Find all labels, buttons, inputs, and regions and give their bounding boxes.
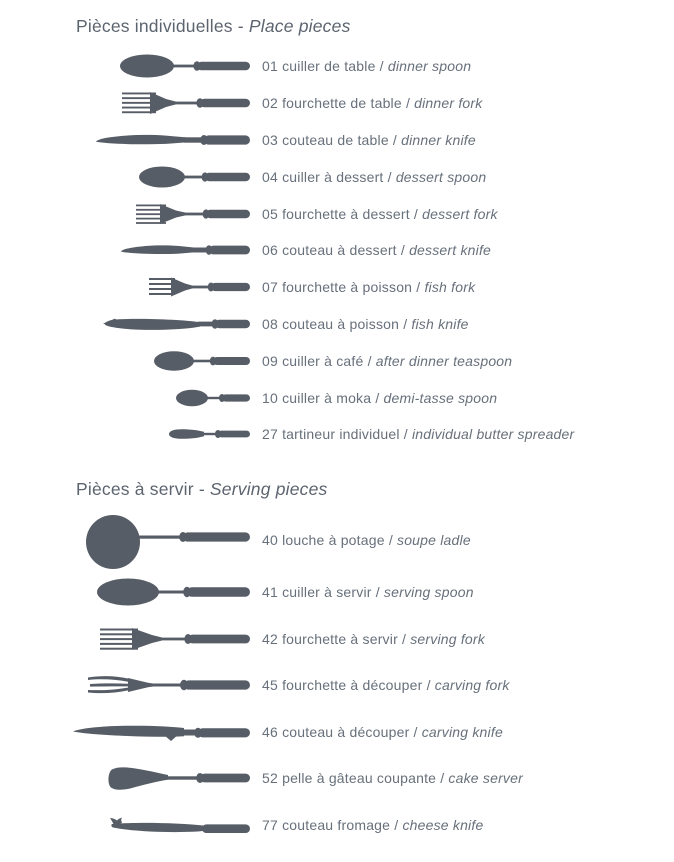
silhouette-cell xyxy=(0,509,250,571)
cutlery-item-row xyxy=(0,615,674,662)
item-separator: / xyxy=(413,205,419,222)
item-code: 07 xyxy=(262,279,278,296)
section-title-en: Serving pieces xyxy=(209,478,328,499)
item-code: 09 xyxy=(262,352,278,369)
section-title-separator: - xyxy=(232,16,249,36)
item-code: 27 xyxy=(262,426,278,443)
item-name-fr: couteau à poisson xyxy=(282,315,400,332)
silhouette-cell xyxy=(0,125,250,155)
cutlery-item-row xyxy=(0,158,674,195)
silhouette-cell xyxy=(0,199,250,229)
item-name-en: dessert knife xyxy=(409,242,492,259)
item-name-en: dinner spoon xyxy=(387,58,472,75)
dinner-spoon-icon xyxy=(120,51,250,81)
item-name-en: cheese knife xyxy=(402,816,484,833)
item-separator: / xyxy=(387,168,392,185)
cutlery-item-row xyxy=(0,755,674,802)
cutlery-item-row xyxy=(0,416,674,453)
item-label xyxy=(262,205,498,223)
item-label xyxy=(262,57,471,75)
item-label xyxy=(262,241,491,259)
item-name-en: after dinner teaspoon xyxy=(375,352,513,369)
item-label xyxy=(262,630,485,648)
item-separator: / xyxy=(394,816,399,833)
silhouette-cell xyxy=(0,235,250,265)
item-label xyxy=(262,723,503,741)
section-title-separator: - xyxy=(193,478,210,499)
item-separator: / xyxy=(379,58,384,75)
item-label xyxy=(262,315,469,333)
cutlery-item-row xyxy=(0,195,674,232)
item-label xyxy=(262,816,483,834)
silhouette-cell xyxy=(0,162,250,192)
item-name-en: serving fork xyxy=(410,630,485,647)
cake-server-icon xyxy=(105,761,250,795)
item-separator: / xyxy=(375,584,380,601)
item-code: 03 xyxy=(262,131,278,148)
silhouette-cell xyxy=(0,51,250,81)
item-separator: / xyxy=(400,242,405,259)
item-code: 77 xyxy=(262,816,278,833)
item-code: 05 xyxy=(262,205,278,222)
dinner-knife-icon xyxy=(94,125,250,155)
item-code: 52 xyxy=(262,770,278,787)
silhouette-cell xyxy=(0,624,250,654)
item-name-en: fish knife xyxy=(411,315,469,332)
item-code: 42 xyxy=(262,630,278,647)
item-separator: / xyxy=(413,723,418,740)
item-code: 10 xyxy=(262,389,278,406)
silhouette-cell xyxy=(0,670,250,700)
item-label xyxy=(262,769,523,787)
item-code: 41 xyxy=(262,584,278,601)
section-title-fr: Pièces individuelles xyxy=(76,16,233,36)
cutlery-item-row xyxy=(0,708,674,755)
item-name-fr: cuiller de table xyxy=(282,58,376,75)
carving-fork-icon xyxy=(88,670,250,700)
item-code: 02 xyxy=(262,95,278,112)
item-separator: / xyxy=(426,677,431,694)
item-name-fr: cuiller à café xyxy=(282,352,364,369)
cutlery-item-row xyxy=(0,379,674,416)
item-label xyxy=(262,583,474,601)
serving-spoon-icon xyxy=(97,576,250,608)
item-separator: / xyxy=(402,630,407,647)
dessert-knife-icon xyxy=(119,235,250,265)
item-separator: / xyxy=(392,131,397,148)
cutlery-item-row xyxy=(0,269,674,306)
item-name-en: serving spoon xyxy=(383,584,474,601)
item-name-fr: couteau de table xyxy=(282,131,389,148)
silhouette-cell xyxy=(0,576,250,608)
item-label xyxy=(262,676,510,694)
item-name-fr: fourchette à poisson xyxy=(282,279,413,296)
item-name-fr: pelle à gâteau coupante xyxy=(282,770,437,787)
butter-spreader-icon xyxy=(166,421,250,447)
carving-knife-icon xyxy=(70,718,250,746)
item-name-en: soupe ladle xyxy=(397,531,471,548)
cutlery-item-row xyxy=(0,801,674,848)
item-code: 08 xyxy=(262,315,278,332)
dessert-fork-icon xyxy=(136,199,250,229)
item-name-fr: couteau fromage xyxy=(282,816,391,833)
cutlery-item-row xyxy=(0,511,674,569)
soup-ladle-icon xyxy=(85,509,250,571)
item-name-fr: fourchette de table xyxy=(282,95,402,112)
cutlery-item-row xyxy=(0,48,674,85)
section-title-en: Place pieces xyxy=(248,16,351,36)
cutlery-item-row xyxy=(0,122,674,159)
item-name-fr: cuiller à dessert xyxy=(282,168,384,185)
place-pieces-list xyxy=(0,48,674,453)
silhouette-cell xyxy=(0,385,250,411)
item-code: 46 xyxy=(262,723,278,740)
section-serving-pieces xyxy=(0,477,674,848)
item-code: 45 xyxy=(262,677,278,694)
item-label xyxy=(262,168,486,186)
item-name-en: dessert spoon xyxy=(395,168,487,185)
item-label xyxy=(262,94,483,112)
item-name-en: demi-tasse spoon xyxy=(383,389,498,406)
silhouette-cell xyxy=(0,718,250,746)
item-label xyxy=(262,131,476,149)
item-name-fr: cuiller à moka xyxy=(282,389,372,406)
item-separator: / xyxy=(405,95,411,112)
cutlery-item-row xyxy=(0,662,674,709)
item-name-en: cake server xyxy=(448,770,523,787)
serving-pieces-list xyxy=(0,511,674,848)
silhouette-cell xyxy=(0,88,250,118)
silhouette-cell xyxy=(0,309,250,339)
item-separator: / xyxy=(388,531,393,548)
item-name-fr: fourchette à découper xyxy=(282,677,423,694)
item-name-fr: cuiller à servir xyxy=(282,584,372,601)
teaspoon-icon xyxy=(154,346,250,376)
serving-fork-icon xyxy=(100,624,250,654)
item-separator: / xyxy=(403,315,408,332)
demi-tasse-spoon-icon xyxy=(176,385,250,411)
item-name-fr: louche à potage xyxy=(282,531,385,548)
cheese-knife-icon xyxy=(108,812,250,838)
item-name-fr: couteau à dessert xyxy=(282,242,397,259)
item-code: 40 xyxy=(262,531,278,548)
item-name-fr: couteau à découper xyxy=(282,723,410,740)
item-separator: / xyxy=(375,389,380,406)
item-name-en: dinner knife xyxy=(401,131,476,148)
item-name-en: carving fork xyxy=(434,677,510,694)
section-title xyxy=(76,477,674,501)
silhouette-cell xyxy=(0,812,250,838)
item-name-en: carving knife xyxy=(421,723,503,740)
item-label xyxy=(262,352,512,370)
item-name-en: individual butter spreader xyxy=(411,426,575,443)
cutlery-item-row xyxy=(0,306,674,343)
silhouette-cell xyxy=(0,272,250,302)
item-separator: / xyxy=(416,279,421,296)
silhouette-cell xyxy=(0,421,250,447)
silhouette-cell xyxy=(0,761,250,795)
item-label xyxy=(262,531,471,549)
item-name-en: dinner fork xyxy=(414,95,483,112)
item-label xyxy=(262,389,497,407)
item-code: 06 xyxy=(262,242,278,259)
cutlery-item-row xyxy=(0,569,674,616)
section-title xyxy=(76,14,674,38)
item-label xyxy=(262,425,574,443)
item-name-fr: fourchette à servir xyxy=(282,630,398,647)
fish-fork-icon xyxy=(149,272,250,302)
section-title-fr: Pièces à servir xyxy=(76,478,194,499)
cutlery-item-row xyxy=(0,232,674,269)
item-name-fr: fourchette à dessert xyxy=(282,205,410,222)
item-separator: / xyxy=(440,770,445,787)
dinner-fork-icon xyxy=(122,88,250,118)
item-name-fr: tartineur individuel xyxy=(282,426,400,443)
section-place-pieces xyxy=(0,14,674,453)
fish-knife-icon xyxy=(103,309,250,339)
item-name-en: dessert fork xyxy=(422,205,498,222)
cutlery-item-row xyxy=(0,342,674,379)
dessert-spoon-icon xyxy=(139,162,250,192)
item-separator: / xyxy=(403,426,408,443)
silhouette-cell xyxy=(0,346,250,376)
item-label xyxy=(262,278,475,296)
item-code: 04 xyxy=(262,168,278,185)
item-name-en: fish fork xyxy=(424,279,476,296)
item-code: 01 xyxy=(262,58,278,75)
item-separator: / xyxy=(367,352,372,369)
cutlery-item-row xyxy=(0,85,674,122)
